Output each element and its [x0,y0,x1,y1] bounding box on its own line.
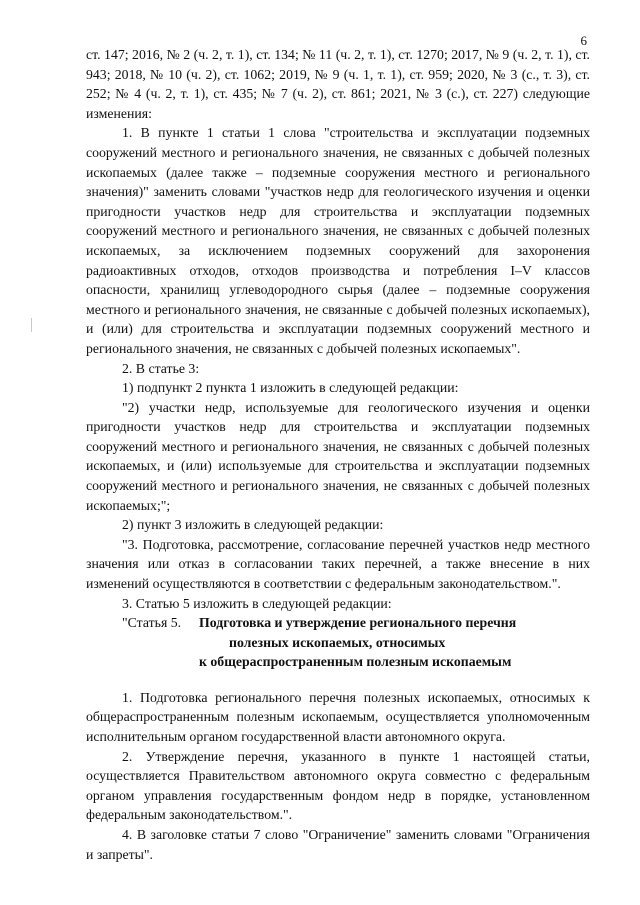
article-5-title-line-2: полезных ископаемых, относимых [229,634,446,650]
paragraph-subitem-2: 2) пункт 3 изложить в следующей редакции: [122,517,384,533]
scan-artifact-line [31,318,32,332]
article-5-part-2: 2. Утверждение перечня, указанного в пункте 1 настоящей статьи, осуществляется Правительством автономного округа совместно с федеральным органом управления государственным фондом недр в порядке, установленном федеральным законодательством.". [86,748,590,823]
paragraph-item-3: 3. Статью 5 изложить в следующей редакции: [122,595,392,611]
quoted-subitem-2: "2) участки недр, используемые для геологического изучения и оценки пригодности участков недр для строительства и эксплуатации подземных сооружений местного и регионального значения, не связанных с добычей полезных ископаемых, и (или) используемые для строительства и эксплуатации подземных сооружений местного и регионального значения, не связанных с добычей полезных ископаемых;"; [86,399,590,513]
paragraph-item-2: 2. В статье 3: [122,360,200,376]
article-5-label: "Статья 5. [122,615,182,631]
article-5-part-1: 1. Подготовка регионального перечня полезных ископаемых, относимых к общераспространенным полезным ископаемым, осуществляется уполномоченным исполнительным органом государственной власти автономного округа. [86,689,590,744]
paragraph-item-1: 1. В пункте 1 статьи 1 слова "строительства и эксплуатации подземных сооружений местного и регионального значения, не связанных с добычей полезных ископаемых (далее также – подземные сооружения местного и регионального значения)" заменить словами "участков недр для геологического изучения и оценки пригодности участков недр для строительства и эксплуатации подземных сооружений местного и регионального значения, не связанных с добычей полезных ископаемых, за исключением подземных сооружений для захоронения радиоактивных отходов, отходов производства и потребления I–V классов опасности, хранилищ углеводородного сырья (далее – подземные сооружения местного и регионального значения, не связанные с добычей полезных ископаемых), и (или) для строительства и эксплуатации подземных сооружений местного и регионального значения, не связанных с добычей полезных ископаемых". [86,125,590,356]
intro-paragraph: ст. 147; 2016, № 2 (ч. 2, т. 1), ст. 134; № 11 (ч. 2, т. 1), ст. 1270; 2017, № 9 (ч. 2, т. 1), ст. 943; 2018, № 10 (ч. 2), ст. 1062; 2019, № 9 (ч. 1, т. 1), ст. 959; 2020, № 3 (с., т. 3), ст. 252; № 4 (ч. 2, т. 1), ст. 435; № 7 (ч. 2), ст. 861; 2021, № 3 (с.), ст. 227) следующие изменения: [86,47,590,121]
document-body [86,45,590,864]
article-5-title-line-1: Подготовка и утверждение регионального перечня [199,615,517,631]
article-5-heading [86,613,590,670]
article-5-title-line-3: к общераспространенным полезным ископаемым [199,654,512,670]
paragraph-subitem-1: 1) подпункт 2 пункта 1 изложить в следующей редакции: [122,380,459,396]
paragraph-item-4: 4. В заголовке статьи 7 слово "Ограничение" заменить словами "Ограничения и запреты". [86,826,590,862]
page-number: 6 [580,33,587,48]
quoted-item-3: "3. Подготовка, рассмотрение, согласование перечней участков недр местного значения или отказ в согласовании таких перечней, а также внесение в них изменений осуществляются в соответствии с федеральным законодательством.". [86,536,590,592]
article-5-title [199,613,516,672]
